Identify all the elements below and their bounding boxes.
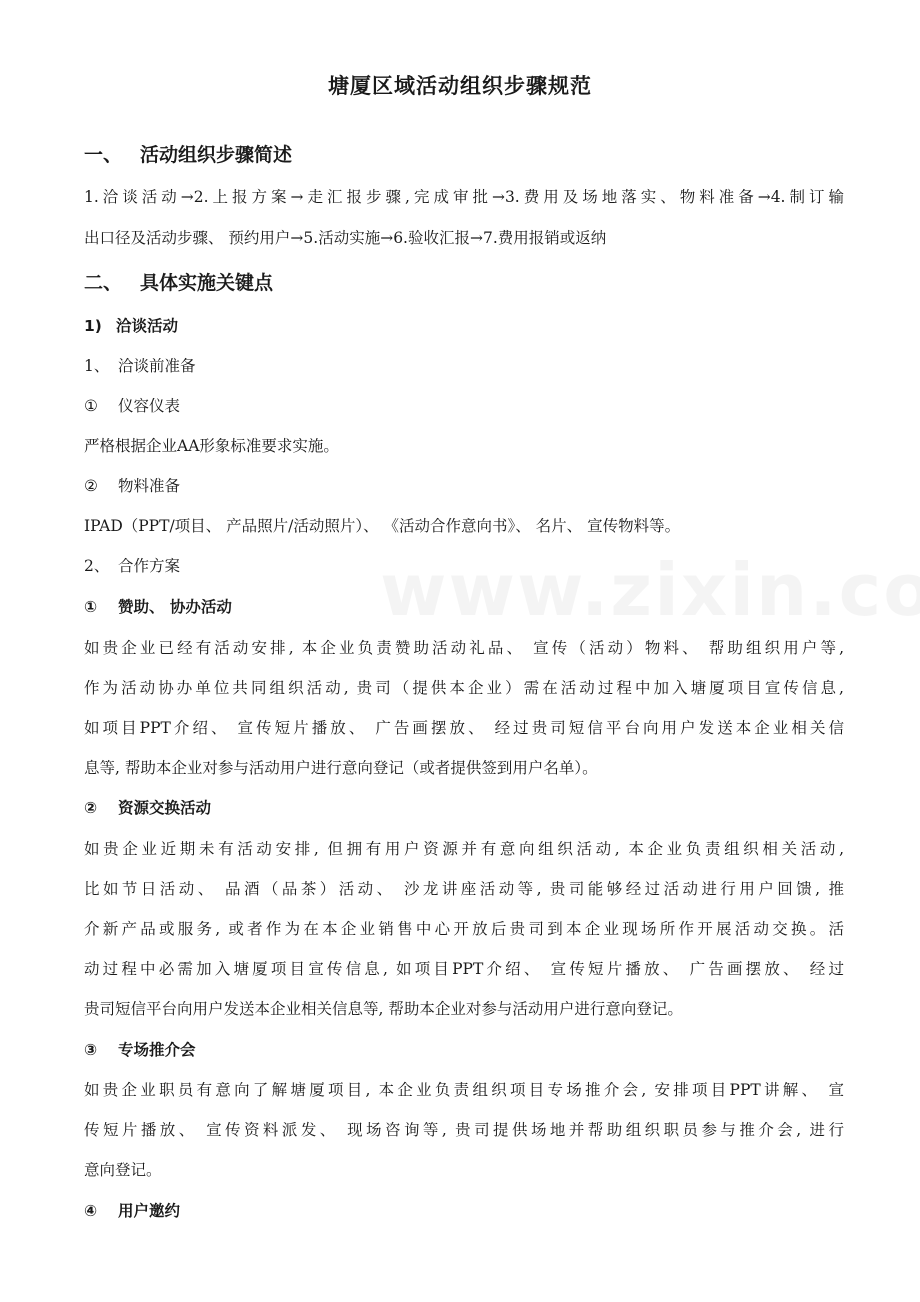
block-number: ② [84,799,98,817]
paragraph-line: 如贵企业已经有活动安排, 本企业负责赞助活动礼品、 宣传（活动）物料、 帮助组织用户等, [84,639,844,657]
section-number: 一、 [84,144,123,166]
block-title: 资源交换活动 [118,799,212,817]
paragraph-line: 出口径及活动步骤、 预约用户→5.活动实施→6.验收汇报→7.费用报销或返纳 [84,229,607,247]
section-number: 二、 [84,272,123,294]
paragraph-line: 1.洽谈活动→2.上报方案→走汇报步骤,完成审批→3.费用及场地落实、物料准备→4.制订输 [84,188,844,206]
paragraph-line: 动过程中必需加入塘厦项目宣传信息, 如项目PPT介绍、 宣传短片播放、 广告画摆放、 经过 [84,960,844,978]
sub-number: ② [84,477,98,495]
paragraph-line: 严格根据企业AA形象标准要求实施。 [84,437,339,455]
part-number: 1) [84,317,102,335]
sub-label: 仪容仪表 [118,397,181,415]
block-heading [84,1199,180,1221]
paragraph-line: 如贵企业近期未有活动安排, 但拥有用户资源并有意向组织活动, 本企业负责组织相关活动, [84,840,844,858]
part-heading [84,314,178,336]
block-heading [84,595,232,617]
document-title: 塘厦区域活动组织步骤规范 [328,74,592,98]
part-title: 洽谈活动 [116,317,179,335]
block-title: 用户邀约 [118,1202,181,1220]
paragraph-line: 传短片播放、 宣传资料派发、 现场咨询等, 贵司提供场地并帮助组织职员参与推介会, 进行 [84,1121,844,1139]
sub-number: ① [84,397,98,415]
paragraph-line: 如项目PPT介绍、 宣传短片播放、 广告画摆放、 经过贵司短信平台向用户发送本企业相关信 [84,719,844,737]
sub-label: 物料准备 [118,477,181,495]
section-title: 具体实施关键点 [140,272,274,294]
item-number: 2、 [84,557,110,575]
paragraph-line: 比如节日活动、 品酒（品茶）活动、 沙龙讲座活动等, 贵司能够经过活动进行用户回馈, 推 [84,880,844,898]
item-label: 合作方案 [118,557,181,575]
item-label: 洽谈前准备 [118,357,196,375]
paragraph-line: 如贵企业职员有意向了解塘厦项目, 本企业负责组织项目专场推介会, 安排项目PPT讲解、 宣 [84,1081,844,1099]
item-heading [84,554,844,576]
block-heading [84,796,211,818]
item-number: 1、 [84,357,110,375]
block-number: ④ [84,1202,98,1220]
section-heading-1 [84,140,292,167]
paragraph-line: 介新产品或服务, 或者作为在本企业销售中心开放后贵司到本企业现场所作开展活动交换。活 [84,920,844,938]
block-title: 专场推介会 [118,1041,196,1059]
block-number: ① [84,598,98,616]
sub-heading [84,394,844,416]
section-heading-2 [84,268,273,295]
block-title: 赞助、 协办活动 [118,598,232,616]
paragraph-line: IPAD（PPT/项目、 产品照片/活动照片）、 《活动合作意向书》、 名片、 宣传物料等。 [84,517,681,535]
paragraph-line: 贵司短信平台向用户发送本企业相关信息等, 帮助本企业对参与活动用户进行意向登记。 [84,1000,683,1018]
item-heading [84,354,844,376]
sub-heading [84,474,844,496]
block-heading [84,1038,196,1060]
paragraph-line: 意向登记。 [84,1161,162,1179]
block-number: ③ [84,1041,98,1059]
paragraph-line: 作为活动协办单位共同组织活动, 贵司（提供本企业）需在活动过程中加入塘厦项目宣传信息, [84,679,844,697]
paragraph-line: 息等, 帮助本企业对参与活动用户进行意向登记（或者提供签到用户名单）。 [84,759,598,777]
section-title: 活动组织步骤简述 [140,144,293,166]
